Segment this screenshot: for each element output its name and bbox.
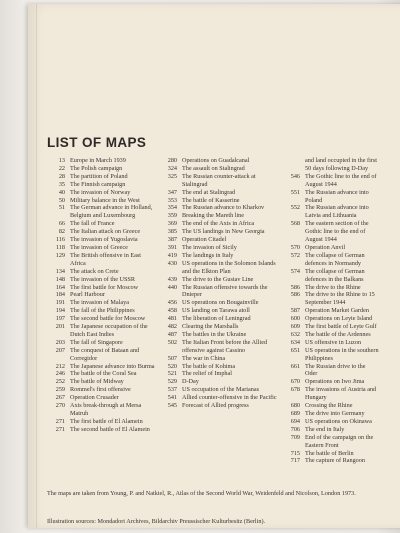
map-page-number: 280: [167, 157, 177, 164]
map-entry: [160, 173, 280, 189]
map-page-number: 369: [167, 220, 177, 228]
map-entry: [160, 212, 280, 220]
map-page-number: 521: [167, 370, 177, 378]
map-page-number: 570: [290, 243, 300, 251]
map-page-number: 680: [290, 402, 300, 410]
map-title: The battle of Kohima: [182, 362, 236, 370]
map-entry: [47, 252, 155, 268]
map-title: The Russian advance into Poland: [305, 188, 369, 204]
map-entry: [47, 157, 155, 165]
map-title: The war in China: [182, 354, 226, 362]
map-entry: [283, 307, 379, 315]
map-page-number: 456: [167, 299, 177, 307]
map-page-number: 134: [55, 267, 65, 275]
map-title: The Japanese occupation of the Dutch East Indies: [70, 323, 148, 338]
map-entry: [160, 363, 280, 371]
map-entry: [47, 276, 155, 284]
map-entry: [160, 260, 280, 276]
map-entry: [47, 418, 155, 426]
map-page-number: 184: [55, 291, 65, 299]
map-title: US operations on Bougainville: [182, 299, 259, 307]
map-title: The battle of Berlin: [305, 449, 354, 457]
map-page-number: 482: [167, 323, 177, 331]
map-page-number: 164: [55, 283, 65, 291]
map-entry: [283, 220, 379, 244]
map-page-number: 706: [290, 425, 300, 433]
map-entry: [47, 268, 155, 276]
map-page-number: 715: [290, 449, 300, 457]
map-entry: [160, 189, 280, 197]
map-page-number: 529: [167, 378, 177, 386]
map-entry: [283, 450, 379, 458]
map-page-number: 587: [290, 307, 300, 315]
map-title: Axis break-through at Mersa Matruh: [70, 402, 142, 417]
map-page-number: 609: [290, 323, 300, 331]
map-page-number: 709: [290, 433, 300, 441]
map-page-number: 325: [167, 172, 177, 180]
map-title: Europe in March 1939: [70, 157, 126, 164]
map-entry: [283, 157, 379, 173]
map-page-number: 359: [167, 212, 177, 220]
map-entry: [160, 157, 280, 165]
map-title: The invasions of Austria and Hungary: [305, 386, 377, 402]
map-title: The Japanese advance into Burma: [70, 362, 155, 370]
map-page-number: 385: [167, 228, 177, 236]
map-page-number: 537: [167, 386, 177, 394]
map-title: US offensive in Luzon: [305, 338, 362, 346]
map-title: Pearl Harbour: [70, 291, 105, 299]
map-title: The assault on Stalingrad: [182, 164, 245, 172]
map-entry: [283, 331, 379, 339]
map-entry: [47, 339, 155, 347]
map-title: The fall of Singapore: [70, 338, 123, 346]
map-title: Military balance in the West: [70, 196, 140, 204]
map-page-number: 271: [55, 425, 65, 433]
map-page-number: 353: [167, 196, 177, 204]
maps-column-3: [283, 157, 379, 465]
map-entry: [160, 355, 280, 363]
map-title: Operations on Iwo Jima: [305, 378, 365, 386]
map-page-number: 481: [167, 315, 177, 323]
map-entry: [160, 197, 280, 205]
map-title: The attack on Crete: [70, 267, 119, 275]
map-entry: [47, 181, 155, 189]
map-entry: [160, 331, 280, 339]
map-title: The Russian advance to Kharkov: [182, 204, 265, 212]
map-title: The Russian offensive towards the Dnieper: [182, 283, 268, 299]
map-entry: [160, 244, 280, 252]
map-page-number: 212: [55, 362, 65, 370]
map-entry: [283, 204, 379, 220]
map-title: The German advance in Holland, Belgium and Luxembourg: [70, 204, 153, 220]
map-entry: [160, 252, 280, 260]
map-title: The relief of Imphal: [182, 370, 232, 378]
map-page-number: 35: [58, 180, 65, 188]
map-title: The fall of France: [70, 220, 115, 228]
map-page-number: 354: [167, 204, 177, 212]
map-entry: [47, 173, 155, 181]
map-page-number: 572: [290, 251, 300, 259]
map-page-number: 568: [290, 220, 300, 228]
map-title: The end of the Axis in Africa: [182, 220, 255, 228]
map-page-number: [283, 157, 305, 173]
map-entry: [160, 402, 280, 410]
map-title: Operations on Leyte Island: [305, 315, 373, 323]
map-page-number: 440: [167, 283, 177, 291]
map-title: The Italian attack on Greece: [70, 228, 141, 236]
map-title: The first battle of El Alamein: [70, 417, 143, 425]
map-page-number: 252: [55, 378, 65, 386]
map-title: The drive into Germany: [305, 410, 365, 417]
map-page-number: 502: [167, 338, 177, 346]
map-title: The end in Italy: [305, 425, 345, 433]
map-page-number: 520: [167, 362, 177, 370]
map-entry: [47, 386, 155, 394]
map-title: The US landings in New Georgia: [182, 228, 265, 236]
map-entry: [283, 339, 379, 347]
map-page-number: 586: [290, 291, 300, 299]
map-page-number: 651: [290, 346, 300, 354]
map-page-number: 586: [290, 283, 300, 291]
maps-source-note: The maps are taken from Young, P. and Natkiel, R., Atlas of the Second World War, Weidenfeld and Nicolson, London 1973.: [47, 490, 356, 497]
map-entry: [160, 315, 280, 323]
map-title: Operation Anvil: [305, 243, 346, 251]
map-entry: [160, 299, 280, 307]
map-title: The eastern section of the Gothic line to the end of August 1944: [305, 220, 369, 244]
map-entry: [47, 165, 155, 173]
illustration-sources: Illustration sources: Mondadori Archives, Bildarchiv Preussischer Kulturbesitz (Berlin).: [47, 518, 266, 525]
map-entry: [283, 268, 379, 284]
map-page-number: 391: [167, 243, 177, 251]
map-entry: [47, 370, 155, 378]
map-page-number: 458: [167, 307, 177, 315]
map-title: Breaking the Mareth line: [182, 212, 245, 220]
map-title: The capture of Rangoon: [305, 457, 365, 465]
map-entry: [283, 363, 379, 379]
map-page-number: 66: [58, 220, 65, 228]
map-page-number: 689: [290, 410, 300, 417]
map-page-number: 191: [55, 299, 65, 307]
map-entry: [47, 236, 155, 244]
map-entry: [47, 307, 155, 315]
map-page-number: 670: [290, 378, 300, 386]
map-page-number: 116: [55, 236, 65, 244]
map-title: US operations in the Solomon Islands and the Elkton Plan: [182, 259, 276, 275]
map-entry: [283, 418, 379, 426]
map-entry: [47, 347, 155, 363]
map-title: The end at Stalingrad: [182, 188, 236, 196]
map-entry: [160, 370, 280, 378]
map-page-number: 270: [55, 402, 65, 410]
map-page-number: 129: [55, 251, 65, 259]
map-title: The British offensive in East Africa: [70, 251, 142, 267]
map-title: The Gothic line to the end of August 1944: [305, 172, 377, 188]
map-page-number: 546: [290, 172, 300, 180]
map-page-number: 507: [167, 354, 177, 362]
map-page-number: 419: [167, 251, 177, 259]
map-page-number: 551: [290, 188, 300, 196]
map-title: US operations on Okinawa: [305, 417, 372, 425]
map-title: Operation Citadel: [182, 236, 227, 244]
map-entry: [160, 220, 280, 228]
map-title: The Russian advance into Latvia and Lithuania: [305, 204, 369, 220]
map-entry: [47, 315, 155, 323]
map-title: The first battle for Moscow: [70, 283, 139, 291]
map-page-number: 487: [167, 330, 177, 338]
maps-column-1: [47, 157, 155, 434]
map-entry: [47, 402, 155, 418]
map-page-number: 552: [290, 204, 300, 212]
map-page-number: 694: [290, 417, 300, 425]
map-entry: [47, 228, 155, 236]
map-page-number: 545: [167, 402, 177, 410]
map-entry: [47, 204, 155, 220]
map-title: The Italian Front before the Allied offensive against Cassino: [182, 338, 268, 354]
map-title: Rommel's first offensive: [70, 386, 131, 394]
map-entry: [47, 291, 155, 299]
map-page-number: 678: [290, 386, 300, 394]
map-title: Forecast of Allied progress: [182, 402, 249, 410]
map-title: The invasion of Yugoslavia: [70, 236, 138, 244]
map-entry: [47, 244, 155, 252]
map-page-number: 634: [290, 338, 300, 346]
map-page-number: 632: [290, 330, 300, 338]
map-page-number: 600: [290, 315, 300, 323]
map-title: The invasion of Norway: [70, 188, 131, 196]
map-page-number: 717: [290, 457, 300, 465]
map-entry: [47, 363, 155, 371]
map-title: The second battle of El Alamein: [70, 425, 150, 433]
map-page-number: 28: [58, 172, 65, 180]
map-title: The battle of the Coral Sea: [70, 370, 137, 378]
map-entry: [160, 276, 280, 284]
map-page-number: 118: [55, 243, 65, 251]
map-entry: [160, 307, 280, 315]
map-entry: [47, 189, 155, 197]
map-title: Allied counter-offensive in the Pacific: [182, 394, 277, 402]
map-title: The drive to the Rhine to 15 September 1944: [305, 291, 375, 307]
map-entry: [283, 291, 379, 307]
map-page-number: 201: [55, 323, 65, 331]
map-page-number: 203: [55, 338, 65, 346]
map-entry: [47, 394, 155, 402]
map-entry: [47, 299, 155, 307]
map-entry: [283, 347, 379, 363]
map-entry: [283, 323, 379, 331]
map-title: The drive to the Gustav Line: [182, 275, 254, 283]
map-page-number: 430: [167, 259, 177, 267]
map-title: The invasion of Sicily: [182, 243, 237, 251]
map-title: The drive to the Rhine: [305, 283, 361, 291]
map-page-number: 661: [290, 362, 300, 370]
map-entry: [47, 284, 155, 292]
map-title: Clearing the Marshalls: [182, 323, 239, 331]
map-title: The battle of Midway: [70, 378, 124, 386]
map-entry: [283, 426, 379, 434]
map-entry: [283, 402, 379, 410]
map-title: and land occupied in the first 50 days following D-Day: [305, 157, 377, 172]
map-entry: [160, 204, 280, 212]
map-entry: [160, 165, 280, 173]
map-entry: [160, 284, 280, 300]
page-title: LIST OF MAPS: [47, 135, 147, 150]
map-page-number: 246: [55, 370, 65, 378]
map-title: Operation Market Garden: [305, 307, 369, 315]
map-page-number: 50: [58, 196, 65, 204]
map-page-number: 267: [55, 394, 65, 402]
map-title: The Polish campaign: [70, 164, 123, 172]
map-entry: [283, 173, 379, 189]
map-entry: [47, 426, 155, 434]
maps-column-2: [160, 157, 280, 410]
map-entry: [47, 197, 155, 205]
map-entry: [160, 323, 280, 331]
map-title: The battles in the Ukraine: [182, 330, 247, 338]
map-title: The first battle of Leyte Gulf: [305, 323, 377, 331]
map-page-number: 13: [58, 157, 65, 164]
map-title: The Finnish campaign: [70, 180, 126, 188]
map-entry: [283, 378, 379, 386]
map-entry: [283, 457, 379, 465]
map-entry: [160, 339, 280, 355]
map-page-number: 347: [167, 188, 177, 196]
map-page-number: 197: [55, 315, 65, 323]
map-page-number: 324: [167, 164, 177, 172]
map-page-number: 40: [58, 188, 65, 196]
map-page-number: 439: [167, 275, 177, 283]
map-title: The conquest of Bataan and Corregidor: [70, 346, 140, 362]
map-title: The Russian drive to the Oder: [305, 362, 366, 378]
map-entry: [283, 244, 379, 252]
map-title: D-Day: [182, 378, 199, 386]
map-entry: [283, 189, 379, 205]
map-page-number: 194: [55, 307, 65, 315]
map-title: US occupation of the Marianas: [182, 386, 259, 394]
map-title: The invasion of the USSR: [70, 275, 135, 283]
map-entry: [160, 378, 280, 386]
map-title: US landing on Tarawa atoll: [182, 307, 250, 315]
map-title: The partition of Poland: [70, 172, 128, 180]
map-page-number: 259: [55, 386, 65, 394]
map-title: The landings in Italy: [182, 251, 234, 259]
map-title: The invasion of Malaya: [70, 299, 129, 307]
map-title: The collapse of German defences in the Balkans: [305, 267, 365, 283]
map-title: The Russian counter-attack at Stalingrad: [182, 172, 256, 188]
map-entry: [283, 386, 379, 402]
map-entry: [160, 386, 280, 394]
page-gutter: [36, 4, 37, 528]
map-title: The battle of Kasserine: [182, 196, 240, 204]
map-title: US operations in the southern Philippines: [305, 346, 379, 362]
map-entry: [47, 323, 155, 339]
map-entry: [283, 434, 379, 450]
map-page-number: 82: [58, 228, 65, 236]
map-page-number: 207: [55, 346, 65, 354]
map-title: The second battle for Moscow: [70, 315, 146, 323]
map-entry: [160, 236, 280, 244]
map-title: End of the campaign on the Eastern Front: [305, 433, 374, 449]
map-title: Operations on Guadalcanal: [182, 157, 250, 164]
map-page-number: 541: [167, 394, 177, 402]
map-title: The fall of the Philippines: [70, 307, 135, 315]
map-title: Crossing the Rhine: [305, 402, 353, 410]
map-page-number: 271: [55, 417, 65, 425]
map-entry: [160, 394, 280, 402]
map-page-number: 574: [290, 267, 300, 275]
map-title: Operation Crusader: [70, 394, 119, 402]
map-title: The invasion of Greece: [70, 243, 128, 251]
map-entry: [47, 220, 155, 228]
map-entry: [283, 252, 379, 268]
map-page-number: 22: [58, 164, 65, 172]
map-entry: [283, 410, 379, 418]
map-title: The collapse of German defences in Normandy: [305, 251, 365, 267]
map-page-number: 148: [55, 275, 65, 283]
map-entry: [283, 284, 379, 292]
map-title: The liberation of Leningrad: [182, 315, 251, 323]
map-page-number: 387: [167, 236, 177, 244]
map-entry: [47, 378, 155, 386]
map-entry: [283, 315, 379, 323]
map-entry: [160, 228, 280, 236]
map-title: The battle of the Ardennes: [305, 330, 371, 338]
map-page-number: 51: [58, 204, 65, 212]
